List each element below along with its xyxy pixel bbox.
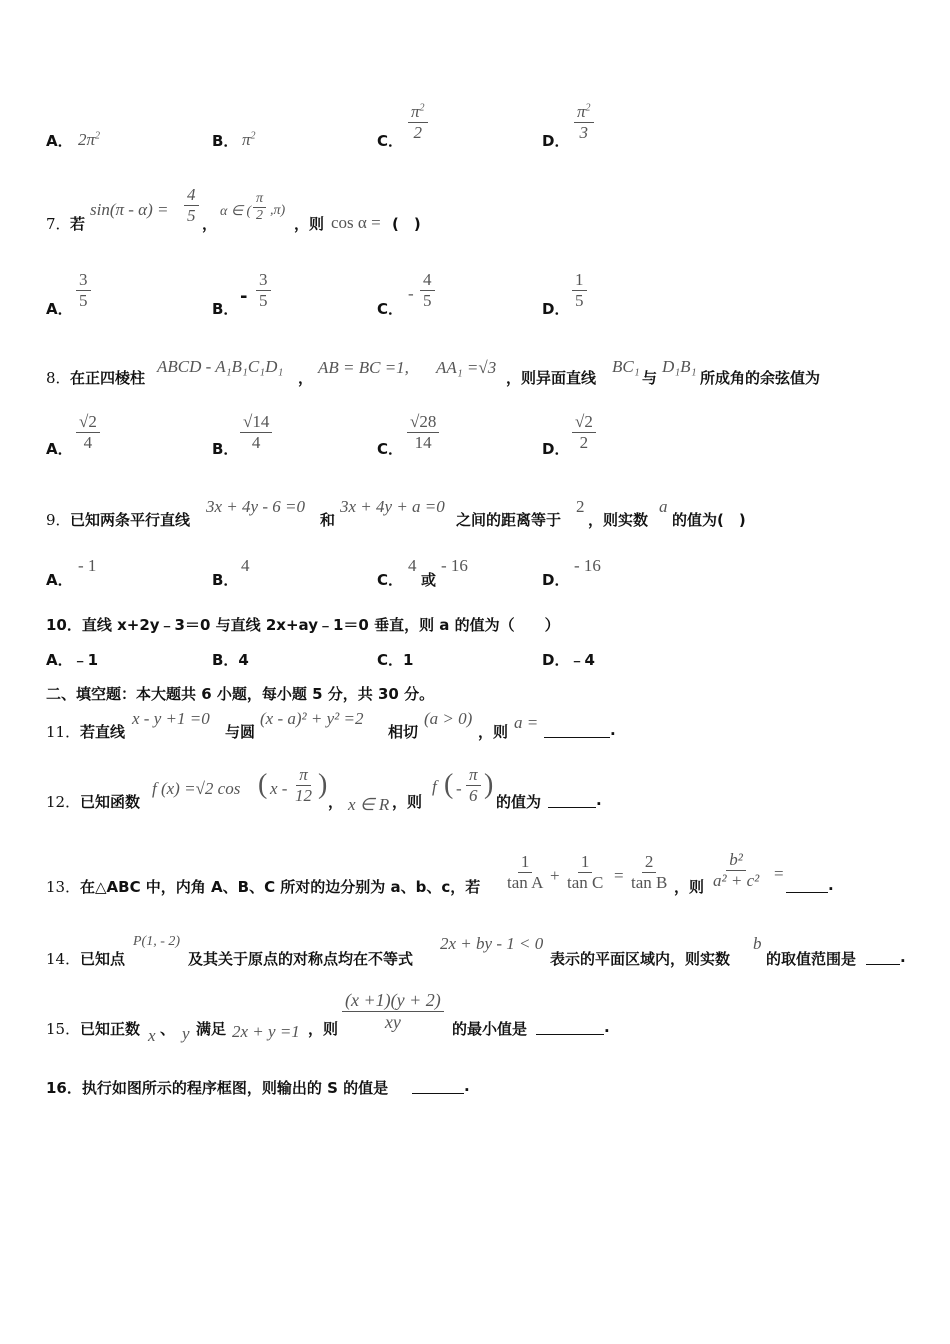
- q14-mid2: 表示的平面区域内，则实数: [550, 950, 731, 968]
- q12-end: .: [596, 791, 602, 809]
- q15-x: x: [148, 1026, 156, 1045]
- q8-line2: D₁B₁: [662, 357, 697, 376]
- q11-mid2: 相切: [388, 723, 419, 741]
- q8-and: 与: [642, 369, 658, 387]
- q7-option-b-sign: -: [240, 286, 248, 307]
- q13-ratio: $\frac{\text{b²}}{\text{a² + c²}}$: [713, 850, 760, 890]
- q12-answer-blank: [548, 807, 596, 808]
- q12-number: 12．: [46, 793, 81, 811]
- q8-option-a-label: A．: [46, 440, 73, 458]
- q8-option-b-label: B．: [212, 440, 239, 458]
- q8-number: 8．: [46, 369, 71, 387]
- q14-tail: 的取值范围是: [766, 950, 857, 968]
- q6-option-a-value: $2\pi^2$: [78, 130, 101, 149]
- q9-options: [0, 553, 950, 589]
- q16-answer-blank: [412, 1093, 464, 1094]
- q10-option-a: A．﹣1: [46, 651, 99, 669]
- q7-number: 7．: [46, 215, 71, 233]
- q11-number: 11．: [46, 723, 81, 741]
- q9-var: a: [659, 497, 668, 516]
- q7-sep: ，: [202, 215, 218, 233]
- q8-prism: ABCD - A₁B₁C₁D₁: [157, 357, 284, 376]
- q14-var: b: [753, 934, 762, 953]
- q11-line: x - y +1 =0: [132, 709, 210, 728]
- question-8: [0, 355, 950, 395]
- q9-option-c-label: C．: [377, 571, 404, 589]
- q12-func: f (x) =√2 cos: [152, 779, 241, 798]
- q6-option-d-value: $\frac{\pi^2}{3}$: [574, 102, 594, 142]
- q15-tail: 的最小值是: [452, 1020, 528, 1038]
- q13-text: 在△ABC 中，内角 A、B、C 所对的边分别为 a、b、c，若: [80, 878, 481, 896]
- section-2-title: 二、填空题：本大题共 6 小题，每小题 5 分，共 30 分。: [46, 685, 435, 703]
- q6-option-c-label: C．: [377, 132, 404, 150]
- q15-answer-blank: [536, 1034, 604, 1035]
- q14-end: .: [900, 948, 906, 966]
- q9-and: 和: [320, 511, 336, 529]
- q13-end: .: [828, 876, 834, 894]
- q12-arg-pre: x -: [270, 779, 288, 798]
- q6-option-a-label: A．: [46, 132, 73, 150]
- q12-tail: 的值为: [496, 793, 542, 811]
- q9-option-a-label: A．: [46, 571, 73, 589]
- q7-options: [0, 268, 950, 318]
- q12-ask-f: f: [432, 777, 437, 796]
- q13-term1: $\frac{1}{\text{tan A}}$: [507, 852, 544, 892]
- q9-option-d-value: - 16: [574, 556, 601, 575]
- q11-circle: (x - a)² + y² =2: [260, 709, 364, 728]
- q7-option-d-label: D．: [542, 300, 570, 318]
- q7-range-fraction: $\frac{\pi}{2}$: [253, 191, 266, 224]
- question-16: [0, 1077, 950, 1101]
- q14-prefix: 已知点: [80, 950, 126, 968]
- q13-answer-blank: [786, 892, 828, 893]
- question-13: [0, 850, 950, 904]
- q9-option-d-label: D．: [542, 571, 570, 589]
- q6-option-c-value: $\frac{\pi^2}{2}$: [408, 102, 428, 142]
- q15-condition: 2x + y =1: [232, 1022, 300, 1041]
- q13-ratio-eq: =: [774, 864, 784, 883]
- q15-y: y: [182, 1024, 190, 1043]
- q7-option-d-value: $\frac{1}{5}$: [572, 270, 587, 310]
- q14-answer-blank: [866, 964, 900, 965]
- q9-prefix: 已知两条平行直线: [70, 511, 191, 529]
- q7-option-c-label: C．: [377, 300, 404, 318]
- q12-ask-right-paren: ): [484, 769, 494, 800]
- q8-option-b-value: $\frac{√14}{4}$: [240, 412, 272, 452]
- q6-option-b-value: $\pi^2$: [242, 130, 256, 149]
- q7-condition-fraction: $\frac{4}{5}$: [184, 185, 199, 225]
- q7-range-lhs: α ∈ (: [220, 204, 252, 219]
- q16-end: .: [464, 1077, 470, 1095]
- q9-option-a-value: - 1: [78, 556, 97, 575]
- q10-option-c: C．1: [377, 651, 414, 669]
- q9-line2: 3x + 4y + a =0: [340, 497, 445, 516]
- q13-term3: $\frac{2}{\text{tan B}}$: [631, 852, 668, 892]
- q7-option-b-label: B．: [212, 300, 239, 318]
- q8-options: [0, 410, 950, 466]
- q9-mid: 之间的距离等于: [456, 511, 562, 529]
- q12-ask-fraction: $\frac{\pi}{6}$: [466, 765, 481, 805]
- question-9: [0, 495, 950, 535]
- q9-tail: 的值为( ): [672, 511, 746, 529]
- q11-ask: a =: [514, 713, 539, 732]
- q15-sep: 、: [160, 1020, 176, 1038]
- q9-option-c-value2: - 16: [441, 556, 468, 575]
- q13-eq: =: [614, 866, 624, 885]
- q11-prefix: 若直线: [80, 723, 126, 741]
- q9-option-c-value: 4: [408, 556, 417, 575]
- q11-end: .: [610, 721, 616, 739]
- q12-prefix: 已知函数: [80, 793, 141, 811]
- section-2-heading: [0, 683, 950, 707]
- q7-ask-expr: cos α =: [331, 213, 381, 232]
- q8-option-c-label: C．: [377, 440, 404, 458]
- q12-ask-sign: -: [456, 779, 462, 798]
- q12-left-paren: (: [258, 769, 268, 800]
- q15-fraction: $\frac{(x +1)(y + 2)}{xy}$: [342, 990, 444, 1032]
- q14-inequality: 2x + by - 1 < 0: [440, 934, 544, 953]
- q13-plus: +: [550, 866, 560, 885]
- q8-prefix: 在正四棱柱: [70, 369, 146, 387]
- q8-option-c-value: $\frac{√28}{14}$: [407, 412, 439, 452]
- q7-prefix: 若: [70, 215, 86, 233]
- q7-bracket: ( ): [392, 215, 421, 233]
- q11-cond: (a > 0): [424, 709, 473, 728]
- q8-line1: BC₁: [612, 357, 640, 376]
- q12-right-paren: ): [318, 769, 328, 800]
- question-11: [0, 707, 950, 743]
- q8-eq1: AB = BC =1,: [318, 358, 409, 377]
- q12-domain: x ∈ R: [348, 795, 390, 814]
- q14-mid: 及其关于原点的对称点均在不等式: [188, 950, 414, 968]
- q10-options: [0, 649, 950, 673]
- q7-option-c-sign: -: [408, 284, 414, 303]
- q9-distance: 2: [576, 497, 585, 516]
- q6-option-b-label: B．: [212, 132, 239, 150]
- q9-option-b-label: B．: [212, 571, 239, 589]
- q13-mid: ，则: [674, 878, 705, 896]
- q12-mid: ，则: [392, 793, 423, 811]
- q8-option-d-value: $\frac{√2}{2}$: [572, 412, 596, 452]
- q11-tail: ，则: [478, 723, 509, 741]
- q9-option-c-or: 或: [421, 571, 437, 589]
- q6-options: [0, 100, 950, 160]
- q7-tail: ，则: [294, 215, 325, 233]
- q13-number: 13．: [46, 878, 81, 896]
- q10-option-b: B．4: [212, 651, 249, 669]
- q8-sep: ，: [298, 369, 314, 387]
- q13-term2: $\frac{1}{\text{tan C}}$: [567, 852, 604, 892]
- q12-sep: ，: [328, 793, 344, 811]
- q7-range-rhs: ,π): [270, 203, 286, 218]
- q7-option-c-value: $\frac{4}{5}$: [420, 270, 435, 310]
- q7-option-a-value: $\frac{3}{5}$: [76, 270, 91, 310]
- q7-option-b-value: $\frac{3}{5}$: [256, 270, 271, 310]
- q10-option-d: D．﹣4: [542, 651, 595, 669]
- question-10: [0, 614, 950, 638]
- q15-mid: 满足: [196, 1020, 227, 1038]
- q9-number: 9．: [46, 511, 71, 529]
- q7-condition-lhs: sin(π - α) =: [90, 200, 169, 219]
- q11-mid: 与圆: [225, 723, 256, 741]
- question-12: [0, 765, 950, 815]
- q6-option-d-label: D．: [542, 132, 570, 150]
- q12-ask-left-paren: (: [444, 769, 454, 800]
- q15-end: .: [604, 1018, 610, 1036]
- q14-number: 14．: [46, 950, 81, 968]
- q16-text: 16．执行如图所示的程序框图，则输出的 S 的值是: [46, 1079, 389, 1097]
- q9-option-b-value: 4: [241, 556, 250, 575]
- q8-option-d-label: D．: [542, 440, 570, 458]
- q9-line1: 3x + 4y - 6 =0: [206, 497, 305, 516]
- q8-option-a-value: $\frac{√2}{4}$: [76, 412, 100, 452]
- q14-point: P(1, - 2): [133, 934, 181, 949]
- q15-mid2: ，则: [308, 1020, 339, 1038]
- question-7: [0, 183, 950, 243]
- q8-eq2: AA₁ =√3: [436, 358, 497, 377]
- q15-number: 15．: [46, 1020, 81, 1038]
- q8-tail: 所成角的余弦值为: [700, 369, 821, 387]
- question-14: [0, 932, 950, 972]
- q8-mid: ，则异面直线: [506, 369, 597, 387]
- q9-mid2: ，则实数: [588, 511, 649, 529]
- q10-text: 10．直线 x+2y﹣3＝0 与直线 2x+ay﹣1＝0 垂直，则 a 的值为（ ）: [46, 616, 560, 634]
- q7-option-a-label: A．: [46, 300, 73, 318]
- q11-answer-blank: [544, 737, 610, 738]
- question-15: [0, 990, 950, 1044]
- q15-prefix: 已知正数: [80, 1020, 141, 1038]
- q12-arg-fraction: $\frac{\pi}{12}$: [295, 765, 312, 805]
